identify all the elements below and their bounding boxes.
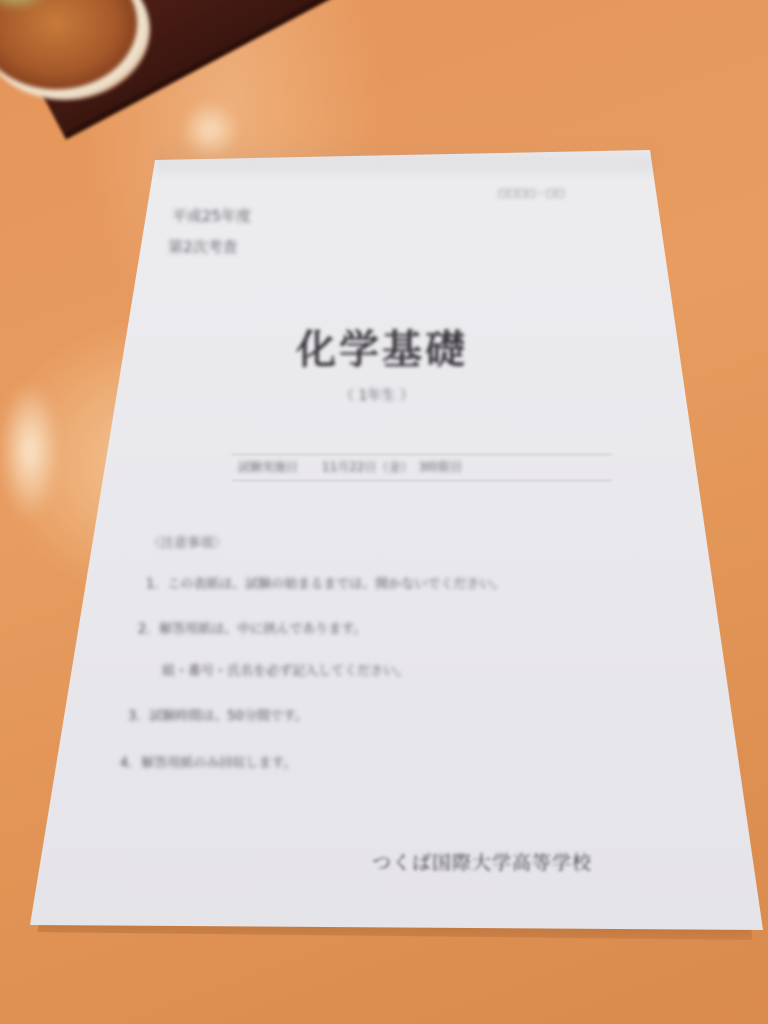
year-line: 平成25年度 [172, 207, 252, 225]
document-title: 化学基礎 [296, 327, 468, 373]
note-item: 組・番号・氏名を必ず記入してください。 [162, 664, 410, 679]
bowl-garnish [0, 0, 50, 10]
note-item: 1．この表紙は、試験の始まるまでは、開かないでください。 [146, 577, 506, 592]
term-line: 第2次考査 [168, 238, 238, 256]
exam-info-rule-bottom [232, 480, 612, 481]
note-item: 4．解答用紙のみ回収します。 [120, 756, 297, 771]
exam-info-rule-top [232, 454, 612, 455]
exam-info: 試験実施日 11月22日（金） 3時限目 [238, 460, 463, 474]
table-reflection [0, 380, 60, 520]
notes-heading: 〈注意事項〉 [148, 536, 227, 551]
school-name: つくば国際大学高等学校 [372, 852, 593, 874]
document-subtitle: （ 1年生 ） [340, 388, 414, 404]
note-item: 2．解答用紙は、中に挟んであります。 [138, 622, 367, 637]
note-item: 3．試験時間は、50分間です。 [128, 709, 308, 724]
exam-number-box: □□□□ - □□ [498, 188, 565, 199]
paper-fold [155, 140, 655, 180]
